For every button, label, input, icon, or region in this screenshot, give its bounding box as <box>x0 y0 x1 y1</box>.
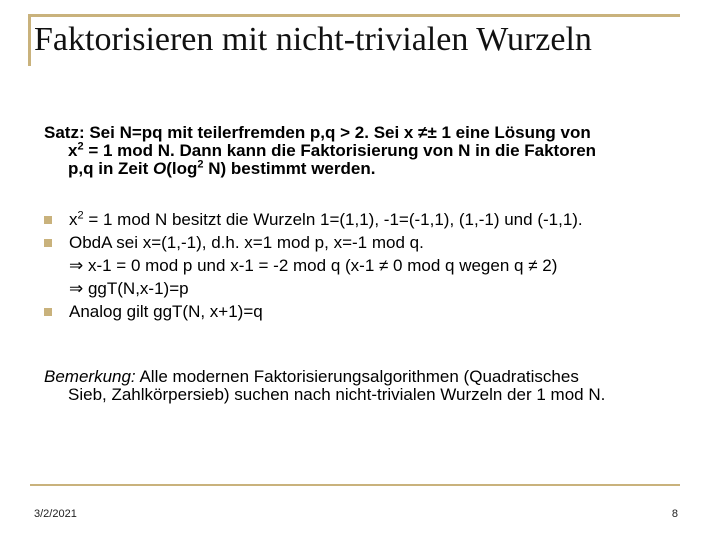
square-bullet-icon <box>44 216 52 224</box>
square-bullet-icon <box>44 308 52 316</box>
theorem-log-exponent: 2 <box>197 158 204 171</box>
theorem-line-2 <box>44 142 684 160</box>
remark-line-2: Sieb, Zahlkörpersieb) suchen nach nicht-trivialen Wurzeln der 1 mod N. <box>68 385 606 404</box>
theorem-line-3-text: p,q in Zeit <box>68 159 153 178</box>
theorem-line-3-end: N) bestimmt werden. <box>203 159 376 178</box>
remark-label: Bemerkung: <box>44 367 136 386</box>
theorem-log: (log <box>166 159 198 178</box>
bullet-1-exponent: 2 <box>77 209 84 222</box>
bullet-3-text: Analog gilt ggT(N, x+1)=q <box>69 302 263 321</box>
theorem-exponent: 2 <box>77 140 84 153</box>
theorem-var-x: x <box>68 141 78 160</box>
remark-line-1 <box>44 367 579 386</box>
slide-title: Faktorisieren mit nicht-trivialen Wurzeln <box>34 21 592 58</box>
theorem-line-2-text: = 1 mod N. Dann kann die Faktorisierung von N in die Faktoren <box>83 141 597 160</box>
theorem-line-1: Satz: Sei N=pq mit teilerfremden p,q > 2. Sei x ≠± 1 eine Lösung von <box>44 123 591 142</box>
bullet-item-1 <box>44 208 684 231</box>
big-o-symbol: O <box>153 159 167 178</box>
bullet-2-implication-1: ⇒ x-1 = 0 mod p und x-1 = -2 mod q (x-1 ≠ 0 mod q wegen q ≠ 2) <box>69 256 558 275</box>
bullet-2-text: ObdA sei x=(1,-1), d.h. x=1 mod p, x=-1 mod q. <box>69 233 424 252</box>
remark-line-1-text: Alle modernen Faktorisierungsalgorithmen (Quadratisches <box>135 367 579 386</box>
footer-rule <box>30 484 680 486</box>
remark-block <box>44 368 684 404</box>
title-rule-left <box>28 14 31 66</box>
page-number: 8 <box>671 508 678 520</box>
bullet-1-text: = 1 mod N besitzt die Wurzeln 1=(1,1), -1=(-1,1), (1,-1) und (-1,1). <box>83 210 583 229</box>
theorem-block <box>44 124 684 178</box>
bullet-item-3 <box>44 300 684 323</box>
bullet-item-2 <box>44 231 684 254</box>
title-rule-top <box>30 14 680 17</box>
bullet-1-var: x <box>69 210 78 229</box>
theorem-line-3 <box>44 160 684 178</box>
bullet-list <box>44 208 684 323</box>
footer-date: 3/2/2021 <box>34 508 77 520</box>
bullet-2-implication-2: ⇒ ggT(N,x-1)=p <box>69 279 189 298</box>
square-bullet-icon <box>44 239 52 247</box>
